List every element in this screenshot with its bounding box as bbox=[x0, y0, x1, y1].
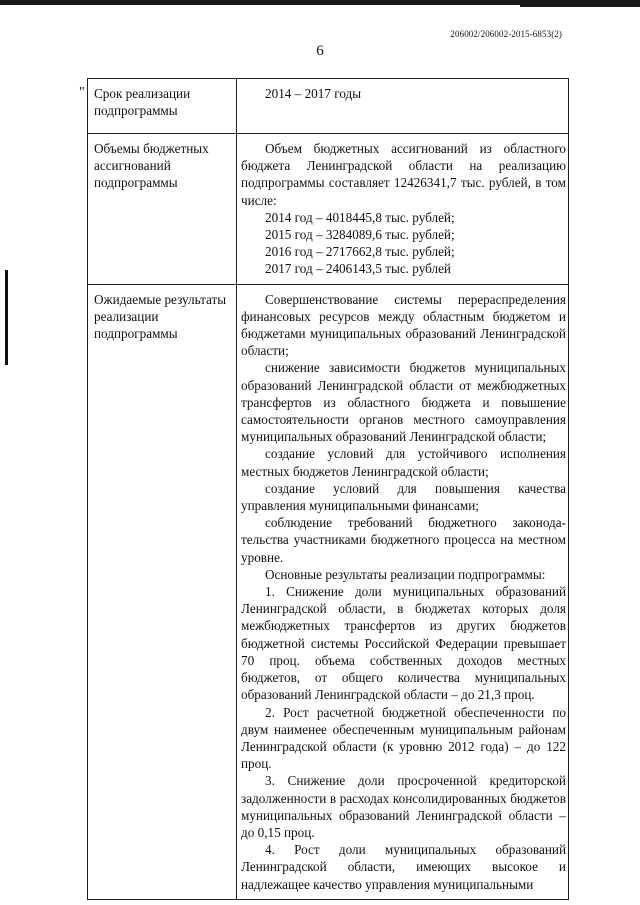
table-row-results bbox=[88, 284, 569, 899]
period-label: Срок реализации подпрограммы bbox=[88, 79, 237, 134]
scan-top-border-edge bbox=[520, 5, 640, 7]
results-item-2: 2. Рост расчетной бюджетной обеспеченности по двум наименее обеспеченным муниципальным районам Ленинградской области (к уровню 2012 года) – до 122 проц. bbox=[241, 704, 566, 772]
budget-year-2015: 2015 год – 3284089,6 тыс. рублей; bbox=[265, 227, 455, 243]
results-paragraph: Совершенствование системы перераспределения финансовых ресурсов между областным бюджетом и бюджетами муниципальных образований Ленинградской области; bbox=[241, 291, 566, 359]
table-row-period bbox=[88, 79, 569, 134]
results-item-4: 4. Рост доли муниципальных образований Ленинградской области, имеющих высокое и надлежащее качество управления муниципальными bbox=[241, 842, 566, 892]
budget-year-2014: 2014 год – 4018445,8 тыс. рублей; bbox=[265, 209, 455, 225]
page-number: 6 bbox=[316, 43, 324, 59]
results-paragraph: снижение зависимости бюджетов муниципальных образований Ленинградской области от межбюджетных трансфертов из областного бюджета и повышение самостоятельности органов местного самоуправления муниципальных образований Ленинградской области; bbox=[241, 360, 566, 445]
budget-intro: Объем бюджетных ассигнований из областного бюджета Ленинградской области на реализацию подпрограммы составляет 12426341,7 тыс. рублей, в том числе: bbox=[241, 141, 566, 208]
document-number: 206002/206002-2015-6853(2) bbox=[450, 29, 562, 39]
subprogram-passport-table bbox=[87, 78, 569, 900]
results-paragraph: создание условий для повышения качества управления муниципальными финансами; bbox=[241, 480, 566, 514]
results-value bbox=[237, 284, 569, 899]
budget-label: Объемы бюджетных ассигнований подпрограммы bbox=[88, 134, 237, 285]
budget-year-2016: 2016 год – 2717662,8 тыс. рублей; bbox=[265, 244, 455, 260]
results-item-1: 1. Снижение доли муниципальных образований Ленинградской области, в бюджетах которых доля межбюджетных трансфертов из других бюджетов бюджетной системы Российской Федерации превышает 70 проц. объема собственных доходов местных бюджетов, от общего количества муниципальных образований Ленинградской области – до 21,3 проц. bbox=[241, 584, 566, 703]
opening-quote-mark: " bbox=[79, 85, 85, 100]
budget-year-2017: 2017 год – 2406143,5 тыс. рублей bbox=[265, 261, 451, 277]
budget-value bbox=[237, 134, 569, 285]
results-label: Ожидаемые результаты реализации подпрограммы bbox=[88, 284, 237, 899]
period-value: 2014 – 2017 годы bbox=[237, 79, 569, 134]
table-row-budget bbox=[88, 134, 569, 285]
scan-margin-mark bbox=[5, 270, 8, 365]
results-item-3: 3. Снижение доли просроченной кредиторской задолженности в расходах консолидированных бюджетов муниципальных образований Ленинградской области – до 0,15 проц. bbox=[241, 773, 566, 840]
results-heading: Основные результаты реализации подпрограммы: bbox=[265, 566, 546, 582]
results-paragraph: создание условий для устойчивого исполнения местных бюджетов Ленинградской области; bbox=[241, 446, 566, 479]
results-paragraph: соблюдение требований бюджетного законода-тельства участниками бюджетного процесса на местном уровне. bbox=[241, 515, 566, 565]
